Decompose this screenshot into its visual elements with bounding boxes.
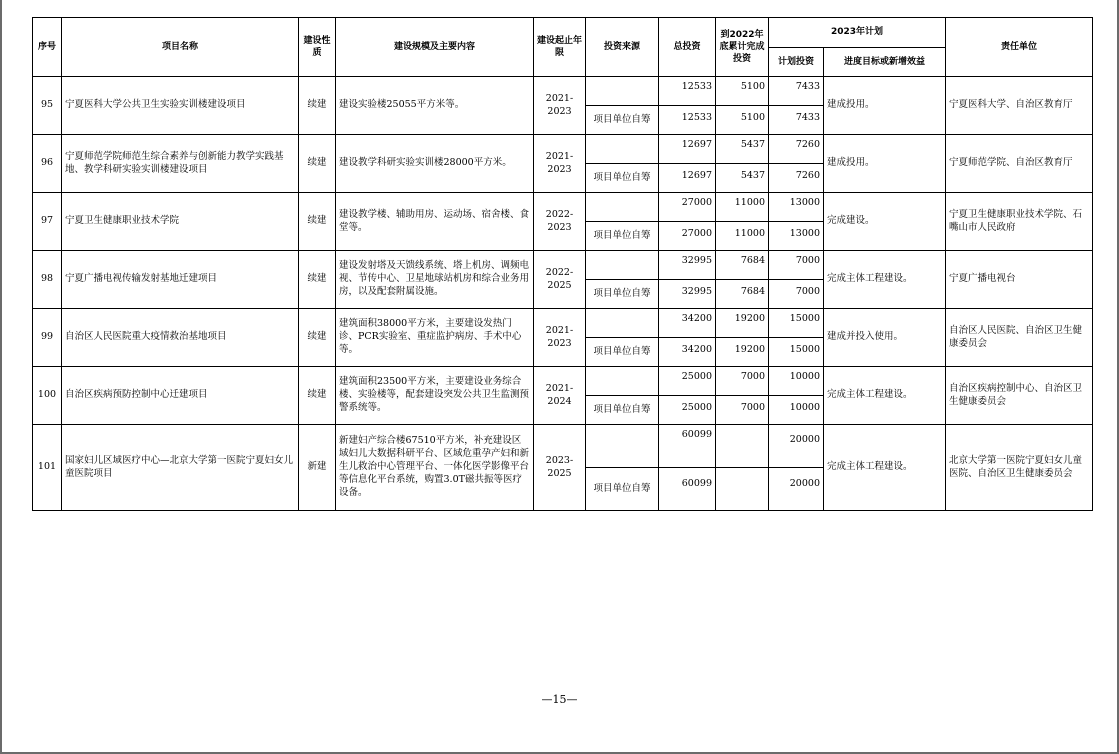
page-number: —15—	[541, 693, 578, 706]
row-source: 项目单位自筹	[586, 280, 659, 309]
row-planned: 20000	[769, 425, 824, 468]
row-done-self: 7684	[716, 280, 769, 309]
project-plan-table	[32, 17, 1093, 511]
row-done	[716, 425, 769, 468]
row-planned: 15000	[769, 309, 824, 338]
row-done-self: 5100	[716, 106, 769, 135]
row-nature: 续建	[299, 251, 336, 309]
row-target: 建成投用。	[824, 135, 946, 193]
header-seq: 序号	[33, 18, 62, 77]
row-unit: 宁夏卫生健康职业技术学院、石嘴山市人民政府	[946, 193, 1093, 251]
row-project-name: 宁夏广播电视传输发射基地迁建项目	[62, 251, 299, 309]
row-source-total	[586, 425, 659, 468]
row-planned-self: 13000	[769, 222, 824, 251]
row-period: 2021-2023	[534, 135, 586, 193]
row-period: 2022-2025	[534, 251, 586, 309]
row-total: 12533	[659, 77, 716, 106]
row-done-self: 7000	[716, 396, 769, 425]
row-source: 项目单位自筹	[586, 106, 659, 135]
row-done: 7684	[716, 251, 769, 280]
row-project-name: 宁夏师范学院师范生综合素养与创新能力教学实践基地、教学科研实验实训楼建设项目	[62, 135, 299, 193]
row-nature: 续建	[299, 367, 336, 425]
row-total: 60099	[659, 425, 716, 468]
row-total: 34200	[659, 309, 716, 338]
row-target: 完成主体工程建设。	[824, 251, 946, 309]
row-project-name: 宁夏医科大学公共卫生实验实训楼建设项目	[62, 77, 299, 135]
row-unit: 宁夏师范学院、自治区教育厅	[946, 135, 1093, 193]
row-planned: 7433	[769, 77, 824, 106]
row-period: 2021-2023	[534, 309, 586, 367]
row-seq: 101	[33, 425, 62, 511]
row-source-total	[586, 367, 659, 396]
header-done-2022: 到2022年底累计完成投资	[716, 18, 769, 77]
header-period: 建设起止年限	[534, 18, 586, 77]
row-seq: 95	[33, 77, 62, 135]
row-planned-self: 7000	[769, 280, 824, 309]
header-total: 总投资	[659, 18, 716, 77]
row-unit: 自治区人民医院、自治区卫生健康委员会	[946, 309, 1093, 367]
row-done-self: 5437	[716, 164, 769, 193]
row-period: 2021-2024	[534, 367, 586, 425]
row-unit: 自治区疾病控制中心、自治区卫生健康委员会	[946, 367, 1093, 425]
header-source: 投资来源	[586, 18, 659, 77]
row-content: 建筑面积23500平方米，主要建设业务综合楼、实验楼等，配套建设突发公共卫生监测预警系统等。	[336, 367, 534, 425]
row-source-total	[586, 193, 659, 222]
row-planned: 10000	[769, 367, 824, 396]
header-project-name: 项目名称	[62, 18, 299, 77]
row-nature: 续建	[299, 135, 336, 193]
row-total-self: 32995	[659, 280, 716, 309]
row-planned: 13000	[769, 193, 824, 222]
row-target: 完成建设。	[824, 193, 946, 251]
row-project-name: 自治区人民医院重大疫情救治基地项目	[62, 309, 299, 367]
row-content: 建设实验楼25055平方米等。	[336, 77, 534, 135]
row-source-total	[586, 309, 659, 338]
row-planned-self: 15000	[769, 338, 824, 367]
row-period: 2022-2023	[534, 193, 586, 251]
row-period: 2021-2023	[534, 77, 586, 135]
header-unit: 责任单位	[946, 18, 1093, 77]
row-seq: 97	[33, 193, 62, 251]
row-planned: 7260	[769, 135, 824, 164]
row-target: 完成主体工程建设。	[824, 367, 946, 425]
row-done: 5100	[716, 77, 769, 106]
header-content: 建设规模及主要内容	[336, 18, 534, 77]
row-unit: 宁夏医科大学、自治区教育厅	[946, 77, 1093, 135]
row-project-name: 自治区疾病预防控制中心迁建项目	[62, 367, 299, 425]
header-plan-2023: 2023年计划	[769, 18, 946, 48]
row-total-self: 27000	[659, 222, 716, 251]
row-content: 建设发射塔及天馈线系统、塔上机房、调频电视、节传中心、卫星地球站机房和综合业务用房，以及配套附属设施。	[336, 251, 534, 309]
row-done: 7000	[716, 367, 769, 396]
row-done: 11000	[716, 193, 769, 222]
row-total: 32995	[659, 251, 716, 280]
row-source: 项目单位自筹	[586, 164, 659, 193]
row-unit: 北京大学第一医院宁夏妇女儿童医院、自治区卫生健康委员会	[946, 425, 1093, 511]
header-planned: 计划投资	[769, 48, 824, 77]
row-source-total	[586, 135, 659, 164]
row-planned-self: 20000	[769, 468, 824, 511]
row-content: 新建妇产综合楼67510平方米，补充建设区域妇儿大数据科研平台、区域危重孕产妇和新生儿救治中心管理平台、一体化医学影像平台等信息化平台系统，购置3.0T磁共振等医疗设备。	[336, 425, 534, 511]
row-total: 12697	[659, 135, 716, 164]
row-source: 项目单位自筹	[586, 468, 659, 511]
row-nature: 续建	[299, 309, 336, 367]
row-source: 项目单位自筹	[586, 222, 659, 251]
row-total-self: 25000	[659, 396, 716, 425]
row-planned-self: 7260	[769, 164, 824, 193]
header-target: 进度目标或新增效益	[824, 48, 946, 77]
row-done-self	[716, 468, 769, 511]
row-total-self: 12697	[659, 164, 716, 193]
row-planned-self: 7433	[769, 106, 824, 135]
row-source-total	[586, 251, 659, 280]
row-target: 完成主体工程建设。	[824, 425, 946, 511]
row-content: 建设教学科研实验实训楼28000平方米。	[336, 135, 534, 193]
row-done-self: 19200	[716, 338, 769, 367]
row-total: 25000	[659, 367, 716, 396]
row-seq: 100	[33, 367, 62, 425]
row-total-self: 34200	[659, 338, 716, 367]
row-seq: 96	[33, 135, 62, 193]
row-target: 建成投用。	[824, 77, 946, 135]
row-total: 27000	[659, 193, 716, 222]
row-source: 项目单位自筹	[586, 338, 659, 367]
row-nature: 续建	[299, 77, 336, 135]
row-nature: 新建	[299, 425, 336, 511]
row-total-self: 60099	[659, 468, 716, 511]
row-content: 建设教学楼、辅助用房、运动场、宿舍楼、食堂等。	[336, 193, 534, 251]
row-done: 19200	[716, 309, 769, 338]
row-period: 2023-2025	[534, 425, 586, 511]
row-project-name: 国家妇儿区域医疗中心—北京大学第一医院宁夏妇女儿童医院项目	[62, 425, 299, 511]
row-seq: 99	[33, 309, 62, 367]
row-done-self: 11000	[716, 222, 769, 251]
row-nature: 续建	[299, 193, 336, 251]
row-project-name: 宁夏卫生健康职业技术学院	[62, 193, 299, 251]
row-total-self: 12533	[659, 106, 716, 135]
row-source-total	[586, 77, 659, 106]
row-done: 5437	[716, 135, 769, 164]
row-content: 建筑面积38000平方米，主要建设发热门诊、PCR实验室、重症监护病房、手术中心等。	[336, 309, 534, 367]
row-unit: 宁夏广播电视台	[946, 251, 1093, 309]
row-planned: 7000	[769, 251, 824, 280]
page-border-left	[0, 0, 2, 754]
row-source: 项目单位自筹	[586, 396, 659, 425]
row-planned-self: 10000	[769, 396, 824, 425]
row-target: 建成并投入使用。	[824, 309, 946, 367]
row-seq: 98	[33, 251, 62, 309]
header-nature: 建设性质	[299, 18, 336, 77]
